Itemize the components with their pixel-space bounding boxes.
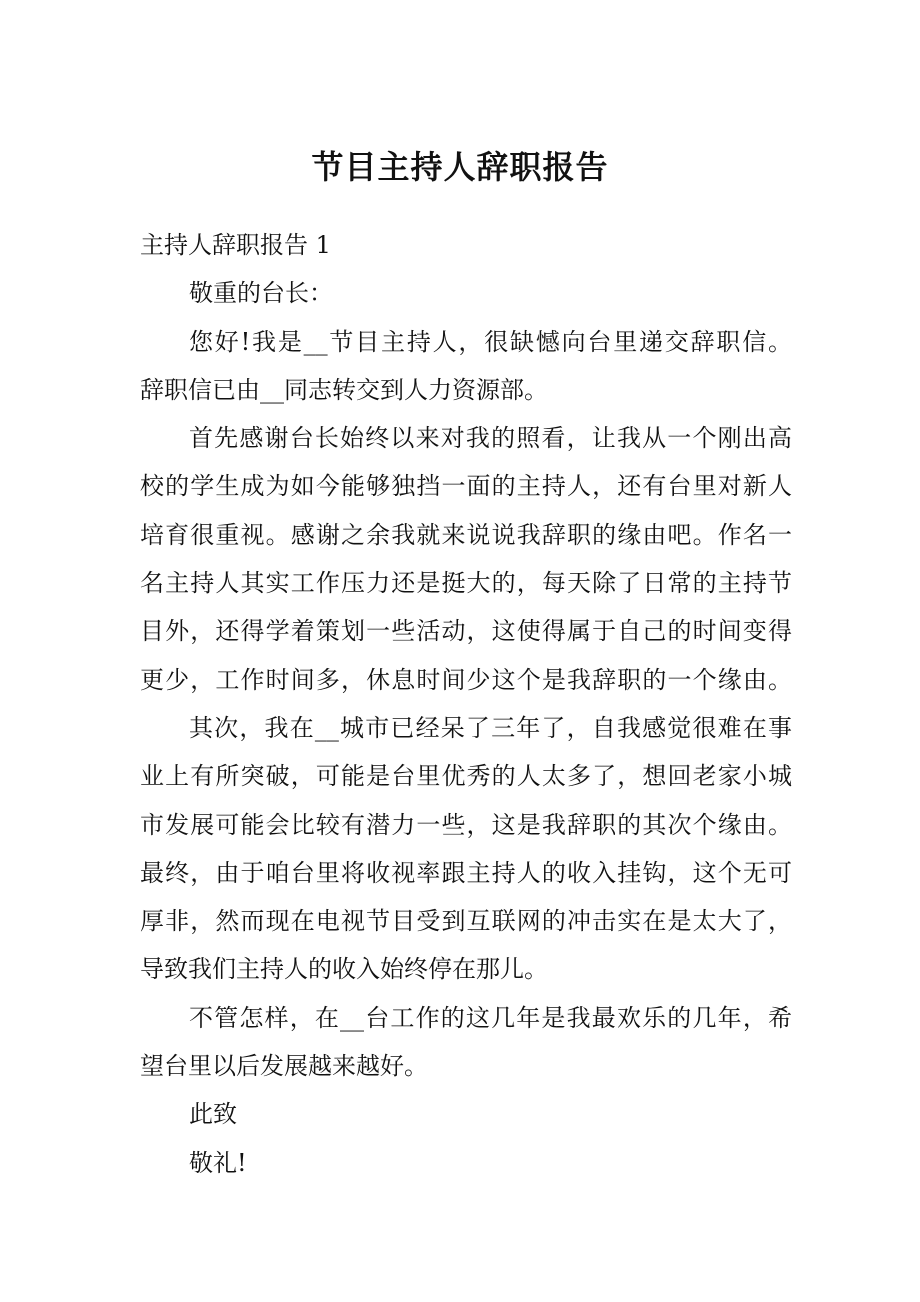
text-line: 培育很重视。感谢之余我就来说说我辞职的缘由吧。作名一 <box>140 520 792 549</box>
text-line: 目外，还得学着策划一些活动，这使得属于自己的时间变得 <box>140 617 792 646</box>
text-line: 敬重的台长： <box>189 279 333 308</box>
text-line: 名主持人其实工作压力还是挺大的，每天除了日常的主持节 <box>140 569 792 598</box>
text-line: 导致我们主持人的收入始终停在那儿。 <box>140 955 548 984</box>
text-line: 更少，工作时间多，休息时间少这个是我辞职的一个缘由。 <box>140 665 792 694</box>
text-line: 最终，由于咱台里将收视率跟主持人的收入挂钩，这个无可 <box>140 858 792 887</box>
text-line: 您好!我是__节目主持人，很缺憾向台里递交辞职信。 <box>189 327 792 356</box>
text-line: 业上有所突破，可能是台里优秀的人太多了，想回老家小城 <box>140 762 792 791</box>
letter-text <box>140 269 792 1187</box>
text-line: 不管怎样，在__台工作的这几年是我最欢乐的几年，希 <box>189 1003 792 1032</box>
text-line: 望台里以后发展越来越好。 <box>140 1052 428 1081</box>
text-line: 此致 <box>189 1100 237 1129</box>
text-line: 其次，我在__城市已经呆了三年了，自我感觉很难在事 <box>189 713 792 742</box>
text-line: 首先感谢台长始终以来对我的照看，让我从一个刚出高 <box>189 424 792 453</box>
section-heading: 主持人辞职报告 1 <box>140 231 331 259</box>
text-line: 厚非，然而现在电视节目受到互联网的冲击实在是太大了， <box>140 907 792 936</box>
document-title: 节目主持人辞职报告 <box>311 148 609 186</box>
document-body <box>140 221 792 1187</box>
text-line: 辞职信已由__同志转交到人力资源部。 <box>140 375 548 404</box>
text-line: 校的学生成为如今能够独挡一面的主持人，还有台里对新人 <box>140 472 792 501</box>
text-line: 敬礼! <box>189 1148 247 1177</box>
text-line: 市发展可能会比较有潜力一些，这是我辞职的其次个缘由。 <box>140 810 792 839</box>
